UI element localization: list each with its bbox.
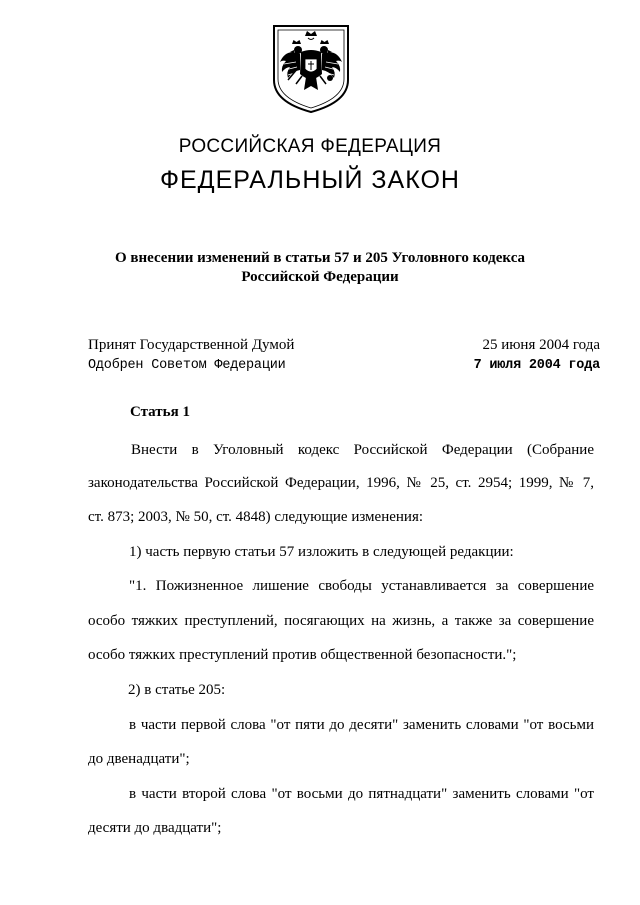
article-text-line: 1) часть первую статьи 57 изложить в следующей редакции:	[129, 544, 514, 560]
law-title	[0, 249, 640, 287]
council-approval-row	[88, 358, 600, 373]
article-text-line: особо тяжких преступлений, посягающих на жизнь, а также за совершение	[88, 613, 594, 629]
article-text-line: в части первой слова "от пяти до десяти" заменить словами "от восьми	[129, 717, 594, 733]
article-text-line: особо тяжких преступлений против общественной безопасности.";	[88, 647, 517, 663]
article-text-line: законодательства Российской Федерации, 1996, № 25, ст. 2954; 1999, № 7,	[88, 475, 594, 491]
article-text-line: "1. Пожизненное лишение свободы устанавливается за совершение	[129, 578, 594, 594]
council-date: 7 июля 2004 года	[473, 358, 600, 373]
law-title-line: Российской Федерации	[241, 269, 399, 285]
law-title-line: О внесении изменений в статьи 57 и 205 Уголовного кодекса	[114, 250, 526, 266]
article-text-line: десяти до двадцати";	[88, 820, 222, 836]
article-text-line: Внести в Уголовный кодекс Российской Федерации (Собрание	[131, 442, 594, 458]
council-label: Одобрен Советом Федерации	[88, 358, 286, 373]
article-text-line: 2) в статье 205:	[128, 682, 226, 698]
country-heading: РОССИЙСКАЯ ФЕДЕРАЦИЯ	[178, 136, 442, 157]
coat-of-arms-emblem	[268, 22, 354, 114]
article-text-line: до двенадцати";	[88, 751, 190, 767]
article-heading: Статья 1	[130, 404, 190, 420]
article-text-line: ст. 873; 2003, № 50, ст. 4848) следующие изменения:	[88, 509, 424, 525]
duma-label: Принят Государственной Думой	[88, 337, 295, 353]
document-type-heading: ФЕДЕРАЛЬНЫЙ ЗАКОН	[160, 166, 460, 194]
duma-date: 25 июня 2004 года	[482, 337, 600, 353]
article-text-line: в части второй слова "от восьми до пятнадцати" заменить словами "от	[129, 786, 594, 802]
duma-adoption-row	[88, 337, 600, 354]
